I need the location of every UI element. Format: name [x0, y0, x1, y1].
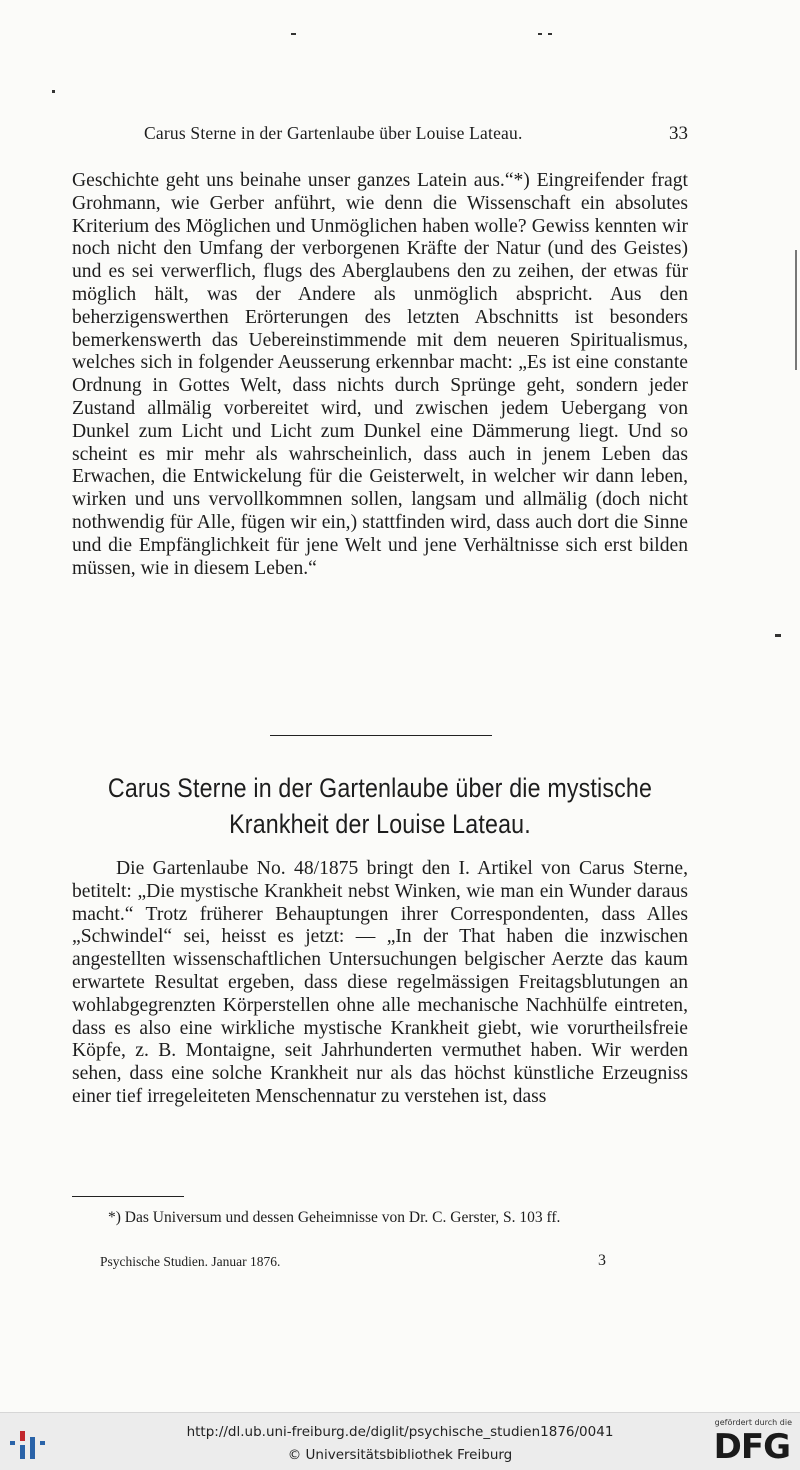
running-head	[72, 121, 688, 149]
scan-speck	[548, 33, 552, 35]
footnote-text: *) Das Universum und dessen Geheimnisse von Dr. C. Gerster, S. 103 ff.	[108, 1209, 561, 1226]
body-text-top	[72, 170, 688, 580]
section-separator	[270, 735, 492, 736]
page-number: 33	[669, 123, 688, 144]
page-url-link[interactable]: http://dl.ub.uni-freiburg.de/diglit/psychische_studien1876/0041	[186, 1424, 614, 1440]
body-text-bottom	[72, 858, 688, 1109]
footnote	[72, 1208, 688, 1228]
paragraph: Geschichte geht uns beinahe unser ganzes Latein aus.“*) Eingreifender fragt Grohmann, wie Gerber anführt, wie denn die Wissenschaft ein absolutes Kriterium des Möglichen und Unmöglichen haben wolle? Gewiss kennten wir noch nicht den Umfang der verborgenen Kräfte der Natur (und des Geistes) und es sei verwerflich, flugs des Aberglaubens den zu zeihen, der etwas für möglich hält, was der Andere als unmöglich abspricht. Aus den beherzigenswerthen Erörterungen des letzten Abschnitts ist besonders bemerkenswerth das Uebereinstimmende mit dem neueren Spiritualismus, welches sich in folgender Aeusserung erkennbar macht: „Es ist eine constante Ordnung in Gottes Welt, dass nichts durch Sprünge geht, sondern jeder Zustand allmälig vorbereitet wird, und zwischen jedem Uebergang von Dunkel zum Licht und Licht zum Dunkel eine Dämmerung liegt. Und so scheint es mir mehr als wahrscheinlich, dass auch in jenem Leben das Erwachen, die Entwickelung für die Geisterwelt, in welcher wir dann leben, wirken und uns vervollkommnen sollen, langsam und allmälig (doch nicht nothwendig für Alle, fügen wir ein,) stattfinden wird, dass auch dort die Sinne und die Empfänglichkeit für jene Welt und jene Verhältnisse sich erst bilden müssen, wie in diesem Leben.“	[72, 170, 688, 579]
copyright-notice: © Universitätsbibliothek Freiburg	[287, 1447, 513, 1463]
footnote-rule	[72, 1196, 184, 1197]
section-heading: Carus Sterne in der Gartenlaube über die mystische Krankheit der Louise Lateau.	[107, 773, 653, 839]
sheet-number: 3	[598, 1252, 606, 1269]
scan-speck	[52, 90, 55, 93]
viewer-footer	[0, 1412, 800, 1470]
page-edge	[795, 250, 797, 370]
printer-signature: Psychische Studien. Januar 1876.	[100, 1254, 281, 1269]
dfg-logo[interactable]: DFG	[713, 1427, 790, 1467]
scan-speck	[538, 33, 542, 35]
scan-speck	[775, 634, 781, 637]
running-title: Carus Sterne in der Gartenlaube über Louise Lateau.	[144, 123, 523, 143]
funding-label: gefördert durch die	[714, 1418, 792, 1427]
paragraph: Die Gartenlaube No. 48/1875 bringt den I. Artikel von Carus Sterne, betitelt: „Die mystische Krankheit nebst Winken, wie man ein Wunder daraus macht.“ Trotz früherer Behauptungen ihrer Correspondenten, dass Alles „Schwindel“ sei, heisst es jetzt: — „In der That haben die inzwischen angestellten wissenschaftlichen Untersuchungen belgischer Aerzte das kaum erwartete Resultat ergeben, dass diese regelmässigen Freitagsblutungen an wohlabgegrenzten Körperstellen ohne alle mechanische Nachhülfe eintreten, dass es also eine wirkliche mystische Krankheit giebt, wie vorurtheilsfreie Köpfe, z. B. Montaigne, seit Jahrhunderten vermuthet haben. Wir werden sehen, dass eine solche Krankheit nur als das höchst künstliche Erzeugniss einer tief irregeleiteten Menschennatur zu verstehen ist, dass	[72, 858, 688, 1107]
scan-speck	[291, 33, 296, 35]
